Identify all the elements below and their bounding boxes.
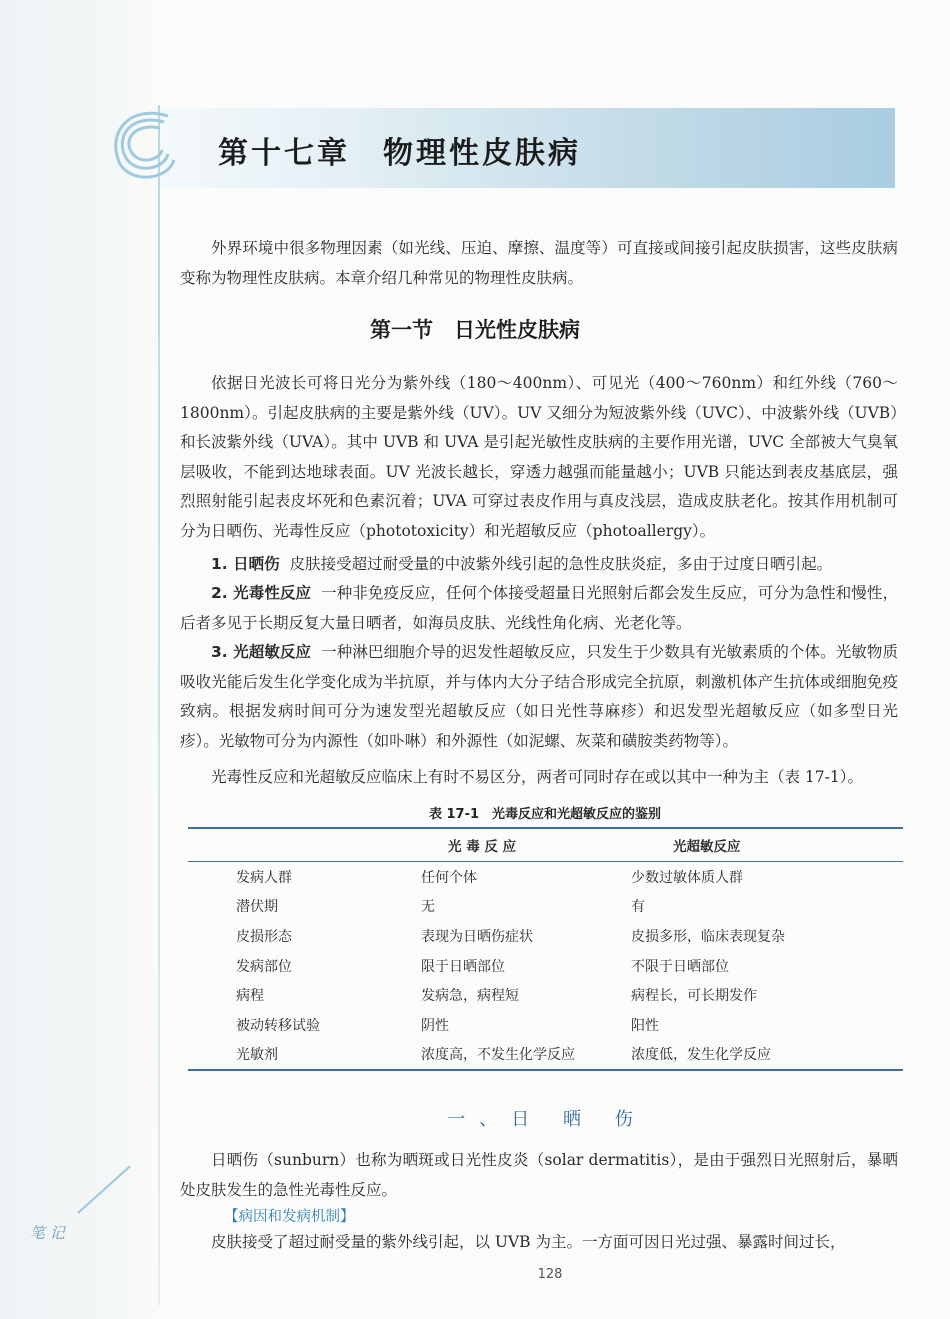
page-number: 128 xyxy=(537,1267,563,1282)
table-cell: 发病人群 xyxy=(236,869,292,886)
table-cell: 任何个体 xyxy=(421,869,477,886)
notes-label: 笔 记 xyxy=(30,1224,65,1242)
table-cell: 被动转移试验 xyxy=(236,1017,320,1034)
table-cell: 限于日晒部位 xyxy=(421,958,505,975)
table-row xyxy=(188,892,903,922)
swirl-decoration-icon xyxy=(112,108,182,188)
table-header-cell: 光 毒 反 应 xyxy=(373,828,631,862)
table-row xyxy=(188,1040,903,1071)
table-cell: 无 xyxy=(421,899,435,916)
table-cell: 少数过敏体质人群 xyxy=(631,869,743,886)
table-cell: 光敏剂 xyxy=(188,1040,373,1071)
list-item-lead: 2. 光毒性反应 xyxy=(211,584,312,602)
subsection-title: 一、日 晒 伤 xyxy=(447,1109,647,1130)
table-cell: 潜伏期 xyxy=(236,899,278,916)
table-cell: 皮损形态 xyxy=(236,928,292,945)
list-item xyxy=(180,550,898,580)
list-item-text: 皮肤接受超过耐受量的中波紫外线引起的急性皮肤炎症，多由于过度日晒引起。 xyxy=(289,555,833,573)
table-cell: 发病急，病程短 xyxy=(421,988,519,1005)
list-item-text: 一种淋巴细胞介导的迟发性超敏反应，只发生于少数具有光敏素质的个体。光敏物质吸收光能后发生化学变化成为半抗原，并与体内大分子结合形成完全抗原，刺激机体产生抗体或细胞免疫致病。根据发病时间可分为速发型光超敏反应（如日光性荨麻疹）和迟发型光超敏反应（如多型日光疹）。光敏物可分为内源性（如卟啉）和外源性（如泥螺、灰菜和磺胺类药物等）。 xyxy=(180,643,898,750)
table-row xyxy=(188,951,903,981)
table-cell: 病程 xyxy=(236,988,264,1005)
table-row xyxy=(188,862,903,892)
list-item xyxy=(180,638,898,756)
table-cell: 病程长，可长期发作 xyxy=(631,988,757,1005)
table-row xyxy=(188,921,903,951)
intro-paragraph: 外界环境中很多物理因素（如光线、压迫、摩擦、温度等）可直接或间接引起皮肤损害，这些皮肤病变称为物理性皮肤病。本章介绍几种常见的物理性皮肤病。 xyxy=(180,239,898,287)
comparison-table xyxy=(188,827,903,1071)
table-cell: 阳性 xyxy=(631,1017,659,1034)
list-item xyxy=(180,579,898,638)
table-header-row xyxy=(188,828,903,862)
etiology-paragraph: 皮肤接受了超过耐受量的紫外线引起，以 UVB 为主。一方面可因日光过强、暴露时间过长， xyxy=(211,1233,846,1251)
table-cell: 表现为日晒伤症状 xyxy=(421,928,533,945)
table-cell: 发病部位 xyxy=(236,958,292,975)
table-cell: 不限于日晒部位 xyxy=(631,958,729,975)
section-title: 第一节 日光性皮肤病 xyxy=(370,318,580,342)
table-caption: 表 17-1 光毒反应和光超敏反应的鉴别 xyxy=(428,807,662,822)
list-item-lead: 3. 光超敏反应 xyxy=(211,643,312,661)
table-cell: 浓度低，发生化学反应 xyxy=(631,1040,903,1071)
chapter-title: 第十七章 物理性皮肤病 xyxy=(218,136,581,171)
table-reference-paragraph: 光毒性反应和光超敏反应临床上有时不易区分，两者可同时存在或以其中一种为主（表 17-1）。 xyxy=(211,768,864,786)
table-cell: 皮损多形，临床表现复杂 xyxy=(631,928,785,945)
table-header-cell: 光超敏反应 xyxy=(631,828,903,862)
subsection-paragraph: 日晒伤（sunburn）也称为晒斑或日光性皮炎（solar dermatitis），是由于强烈日光照射后，暴晒处皮肤发生的急性光毒性反应。 xyxy=(180,1151,898,1199)
table-cell: 阴性 xyxy=(421,1017,449,1034)
table-row xyxy=(188,1010,903,1040)
table-header-cell xyxy=(188,828,373,862)
table-cell: 有 xyxy=(631,899,645,916)
table-cell: 浓度高，不发生化学反应 xyxy=(373,1040,631,1071)
list-item-text: 一种非免疫反应，任何个体接受超量日光照射后都会发生反应，可分为急性和慢性，后者多见于长期反复大量日晒者，如海员皮肤、光线性角化病、光老化等。 xyxy=(180,584,898,632)
table-row xyxy=(188,980,903,1010)
list-item-lead: 1. 日晒伤 xyxy=(211,555,280,573)
etiology-heading: 【病因和发病机制】 xyxy=(224,1209,355,1225)
section-paragraph: 依据日光波长可将日光分为紫外线（180～400nm）、可见光（400～760nm）和红外线（760～1800nm）。引起皮肤病的主要是紫外线（UV）。UV 又细分为短波紫外线（UVC）、中波紫外线（UVB）和长波紫外线（UVA）。其中 UVB 和 UVA 是引起光敏性皮肤病的主要作用光谱，UVC 全部被大气臭氧层吸收，不能到达地球表面。UV 光波长越长，穿透力越强而能量越小；UVB 只能达到表皮基底层，强烈照射能引起表皮坏死和色素沉着；UVA 可穿过表皮作用与真皮浅层，造成皮肤老化。按其作用机制可分为日晒伤、光毒性反应（phototoxicity）和光超敏反应（photoallergy）。 xyxy=(180,374,898,540)
